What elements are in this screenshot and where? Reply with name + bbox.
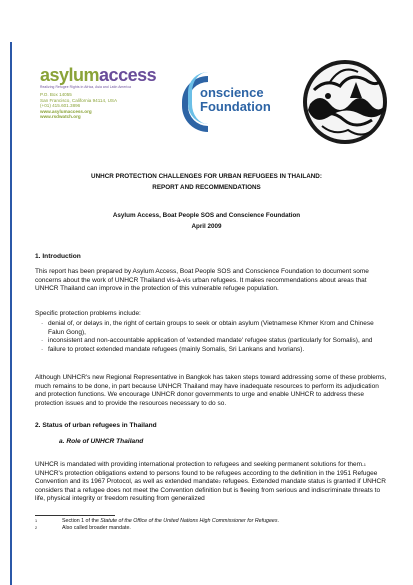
list-item: · inconsistent and non-accountable application of 'extended mandate' refugee status (particularly for Somalis), and (41, 337, 373, 345)
report-title-line2: REPORT AND RECOMMENDATIONS (152, 184, 261, 191)
footnote-ref[interactable]: 1 (363, 462, 367, 467)
asylum-access-wordmark: asylumaccess (40, 65, 157, 85)
footnote-ref[interactable]: 2 (218, 479, 221, 485)
subsection-heading-role: a. Role of UNHCR Thailand (59, 438, 144, 445)
list-item: · denial of, or delays in, the right of certain groups to seek or obtain asylum (Vietnamese Khmer Krom and Chinese Falun Gong), (41, 320, 374, 336)
unhcr-mandate-paragraph: UNHCR is mandated with providing international protection to refugees and seeking permanent solutions for them.$^1$ UNHCR's protection obligations extend to persons found to be refugees according to the definition in the 1951 Refugee Convention and its 1967 Protocol, as well as extended mandate$^2$ refugees. Extended mandate status is granted if UNHCR considers that a refugee does not meet the Convention definition but is fleeing from serious and indiscriminate threats to life, physical integrity or freedom resulting from generalized (35, 461, 386, 503)
left-accent-bar (10, 42, 12, 585)
problems-list (35, 320, 391, 354)
problems-lead-in: Specific protection problems include: (35, 310, 141, 317)
website-link[interactable]: www.asylumaccess.org (40, 108, 92, 114)
website-link[interactable]: www.rsdwatch.org (40, 114, 81, 120)
conscience-foundation-logo: onscience Foundation (176, 70, 288, 130)
section-heading-introduction: 1. Introduction (35, 253, 81, 260)
asylum-access-address: P.O. Box 14055 San Francisco, California 94114, USA (+01) 415.601.3896 www.asylumaccess.org www.rsdwatch.org (40, 92, 160, 120)
report-date: April 2009 (191, 223, 222, 230)
list-item: · failure to protect extended mandate refugees (mainly Somalis, Sri Lankans and Ivorians). (41, 345, 305, 353)
boat-people-sos-logo (300, 42, 391, 158)
asylum-access-tagline: Realizing Refugee Rights in Africa, Asia and Latin America (40, 85, 132, 89)
regional-representative-paragraph: Although UNHCR's new Regional Representative in Bangkok has taken steps toward addressing some of these problems, much remains to be done, in part because UNHCR Thailand may have inadequate resources to perform its adjudication and protection functions. We encourage UNHCR donor governments to urge and enable UNHCR to address these protection issues and to provide the resources necessary to do so. (35, 374, 387, 407)
report-title-line1: UNHCR PROTECTION CHALLENGES FOR URBAN REFUGEES IN THAILAND: (91, 173, 322, 180)
report-authors: Asylum Access, Boat People SOS and Conscience Foundation (112, 212, 301, 219)
document-page: asylumaccess Realizing Refugee Rights in Africa, Asia and Latin America P.O. Box 14055 San Francisco, California 94114, USA (+01) 415.601.3896 www.asylumaccess.org www.rsdwatch.org onscience Foundation UNHCR PROTECTION CHALLENGES FOR URBAN REFUGEES IN THAILAND: REPORT AND RECOMMENDATIONS Asylum Access, Boat People SOS and Conscience Foundation April 2009 1. Introduction This report has been prepared by Asylum Access, Boat People SOS and Conscience Foundation to document some concerns about the work of UNHCR Thailand vis-à-vis urban refugees. It makes recommendations about areas that UNHCR Thailand can improve in the protection of this vulnerable refugee population. Specific protection problems include: · denial of, or delays in, the right of certain groups to seek or obtain asylum (Vietnamese Khmer Krom and Chinese Falun Gong), · inconsistent and non-accountable application of 'extended mandate' refugee status (particularly for Somalis), and · failure to protect extended mandate refugees (mainly Somalis, Sri Lankans and Ivorians). Although UNHCR's new Regional Representative in Bangkok has taken steps toward addressing some of these problems, much remains to be done, in part because UNHCR Thailand may have inadequate resources to perform its adjudication and protection functions. We encourage UNHCR donor governments to urge and enable UNHCR to address these protection issues and to provide the resources necessary to do so. 2. Status of urban refugees in Thailand a. Role of UNHCR Thailand UNHCR is mandated with providing international protection to refugees and seeking permanent solutions for them.$^1$ UNHCR's protection obligations extend to persons found to be refugees according to the definition in the 1951 Refugee Convention and its 1967 Protocol, as well as extended mandate$^2$ refugees. Extended mandate status is granted if UNHCR considers that a refugee does not meet the Convention definition but is fleeing from serious and indiscriminate threats to life, physical integrity or freedom resulting from generalized 1 Section 1 of the Statute of the Office of the United Nations High Commissioner for Refugees. 2 Also called broader mandate. (0, 0, 413, 585)
asylum-access-logo (40, 66, 160, 120)
footnote-separator (35, 515, 115, 516)
section-heading-status: 2. Status of urban refugees in Thailand (35, 422, 157, 429)
intro-paragraph: This report has been prepared by Asylum Access, Boat People SOS and Conscience Foundation to document some concerns about the work of UNHCR Thailand vis-à-vis urban refugees. It makes recommendations about areas that UNHCR Thailand can improve in the protection of this vulnerable refugee population. (35, 268, 369, 293)
